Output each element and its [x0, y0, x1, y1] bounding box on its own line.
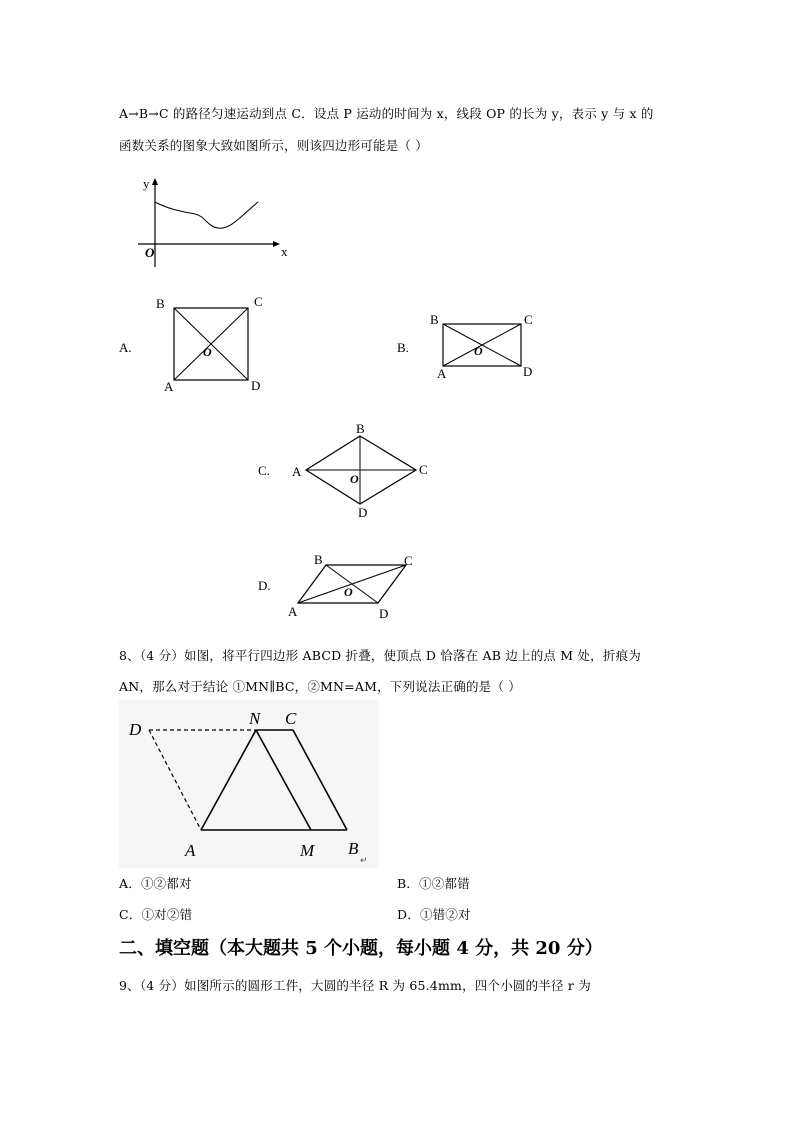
q7-text-line1: A→B→C 的路径匀速运动到点 C．设点 P 运动的时间为 x，线段 OP 的长为 y，表示 y 与 x 的	[119, 106, 654, 121]
center-o: O	[344, 585, 353, 599]
vertex-d: D	[379, 606, 389, 621]
vertex-c: C	[254, 294, 263, 309]
x-axis-arrow-icon	[273, 241, 280, 247]
q8-choice-a[interactable]: A．①②都对	[119, 876, 192, 891]
vertex-c: C	[524, 312, 533, 327]
vertex-d: D	[523, 364, 533, 379]
vertex-b: B	[356, 421, 365, 436]
vertex-d: D	[251, 378, 261, 393]
label-a: A	[185, 841, 196, 860]
vertex-b: B	[156, 296, 165, 311]
center-o: O	[350, 472, 359, 486]
q8-choice-b[interactable]: B．①②都错	[397, 876, 470, 891]
option-c-rhombus	[288, 418, 438, 523]
option-a-label[interactable]: A.	[119, 340, 132, 355]
label-b: B	[348, 839, 359, 858]
q8-text-line2: AN，那么对于结论 ①MN∥BC，②MN=AM，下列说法正确的是（ ）	[119, 679, 521, 694]
vertex-a: A	[288, 604, 298, 619]
label-n: N	[249, 709, 261, 728]
q7-text-line2: 函数关系的图象大致如图所示，则该四边形可能是（ ）	[119, 138, 428, 153]
q8-choice-d[interactable]: D．①错②对	[397, 907, 471, 922]
option-d-label[interactable]: D.	[258, 578, 271, 593]
vertex-a: A	[437, 366, 447, 381]
svg-text:↵: ↵	[360, 855, 368, 865]
vertex-d: D	[358, 505, 368, 520]
option-c-label[interactable]: C.	[258, 463, 270, 478]
y-axis-arrow-icon	[152, 178, 158, 185]
y-axis-label: y	[143, 176, 150, 191]
section-heading: 二、填空题（本大题共 5 个小题，每小题 4 分，共 20 分）	[119, 938, 603, 959]
option-b-rectangle	[425, 310, 550, 382]
vertex-a: A	[164, 379, 174, 394]
label-c: C	[285, 709, 297, 728]
option-a-square	[150, 292, 275, 397]
function-graph	[130, 172, 300, 272]
folding-figure	[119, 700, 379, 868]
graph-curve	[155, 202, 258, 228]
center-o: O	[203, 345, 212, 359]
option-d-parallelogram	[284, 548, 434, 624]
center-o: O	[474, 344, 483, 358]
vertex-b: B	[314, 552, 323, 567]
q8-text-line1: 8、（4 分）如图，将平行四边形 ABCD 折叠，使顶点 D 恰落在 AB 边上的点 M 处，折痕为	[119, 648, 641, 663]
vertex-c: C	[404, 553, 413, 568]
vertex-a: A	[292, 464, 302, 479]
origin-label: O	[145, 245, 155, 260]
vertex-c: C	[419, 462, 428, 477]
label-d: D	[129, 720, 142, 739]
q9-text-line1: 9、（4 分）如图所示的圆形工件，大圆的半径 R 为 65.4mm，四个小圆的半径 r 为	[119, 978, 591, 993]
x-axis-label: x	[281, 244, 288, 259]
label-m: M	[300, 841, 315, 860]
vertex-b: B	[430, 312, 439, 327]
option-b-label[interactable]: B.	[397, 340, 409, 355]
q8-choice-c[interactable]: C．①对②错	[119, 907, 193, 922]
